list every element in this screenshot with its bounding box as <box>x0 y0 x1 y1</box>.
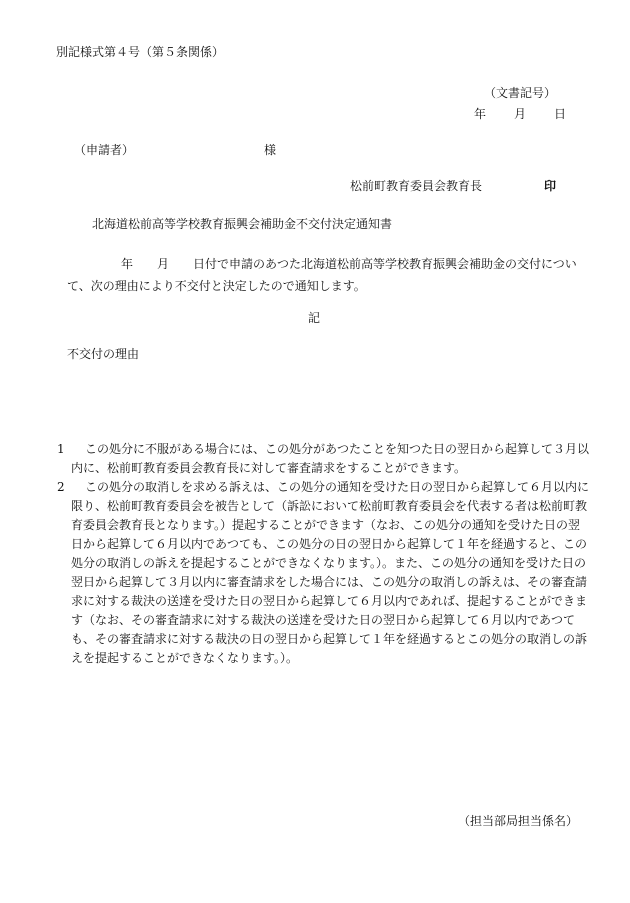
form-identifier: 別記様式第４号（第５条関係） <box>56 45 225 59</box>
document-number: （文書記号） <box>484 86 557 100</box>
seal-mark: 印 <box>544 179 557 193</box>
reason-label: 不交付の理由 <box>67 347 140 361</box>
body-paragraph <box>67 253 591 297</box>
ki-marker: 記 <box>308 311 321 325</box>
body-text: 日付で申請のあつた北海道松前高等学校教育振興会補助金の交付について、次の理由により不交付と決定したので通知します。 <box>67 257 577 293</box>
body-year-label: 年 <box>121 257 134 271</box>
note-text: この処分に不服がある場合には、この処分があつたことを知つた日の翌日から起算して３月以内に、松前町教育委員会教育長に対して審査請求をすることができます。 <box>71 442 590 475</box>
body-month-label: 月 <box>157 257 170 271</box>
applicant-line <box>74 144 276 156</box>
note-number: 2 <box>57 480 65 494</box>
contact-department: （担当部局担当係名） <box>458 814 579 828</box>
issuer-name: 松前町教育委員会教育長 <box>350 179 483 193</box>
applicant-honorific: 様 <box>264 143 277 157</box>
date-line <box>474 108 566 120</box>
date-month-label: 月 <box>514 107 527 121</box>
applicant-label: （申請者） <box>74 143 135 157</box>
note-item <box>57 478 590 668</box>
note-item <box>57 440 590 478</box>
date-day-label: 日 <box>554 107 567 121</box>
date-year-label: 年 <box>474 107 487 121</box>
issuer-line <box>350 180 556 192</box>
notes-section <box>57 440 590 668</box>
note-text: この処分の取消しを求める訴えは、この処分の通知を受けた日の翌日から起算して６月以内に限り、松前町教育委員会を被告として（訴訟において松前町教育委員会を代表する者は松前町教育委員会教育長となります。）提起することができます（なお、この処分の通知を受けた日の翌日から起算して６月以内であつても、この処分の日の翌日から起算して１年を経過すると、この処分の取消しの訴えを提起することができなくなります。）。また、この処分の通知を受けた日の翌日から起算して３月以内に審査請求をした場合には、この処分の取消しの訴えは、その審査請求に対する裁決の送達を受けた日の翌日から起算して６月以内であれば、提起することができます（なお、その審査請求に対する裁決の送達を受けた日の翌日から起算して６月以内であつても、その審査請求に対する裁決の日の翌日から起算して１年を経過するとこの処分の取消しの訴えを提起することができなくなります。）。 <box>71 480 590 665</box>
note-number: 1 <box>57 442 65 456</box>
document-title: 北海道松前高等学校教育振興会補助金不交付決定通知書 <box>92 217 393 231</box>
